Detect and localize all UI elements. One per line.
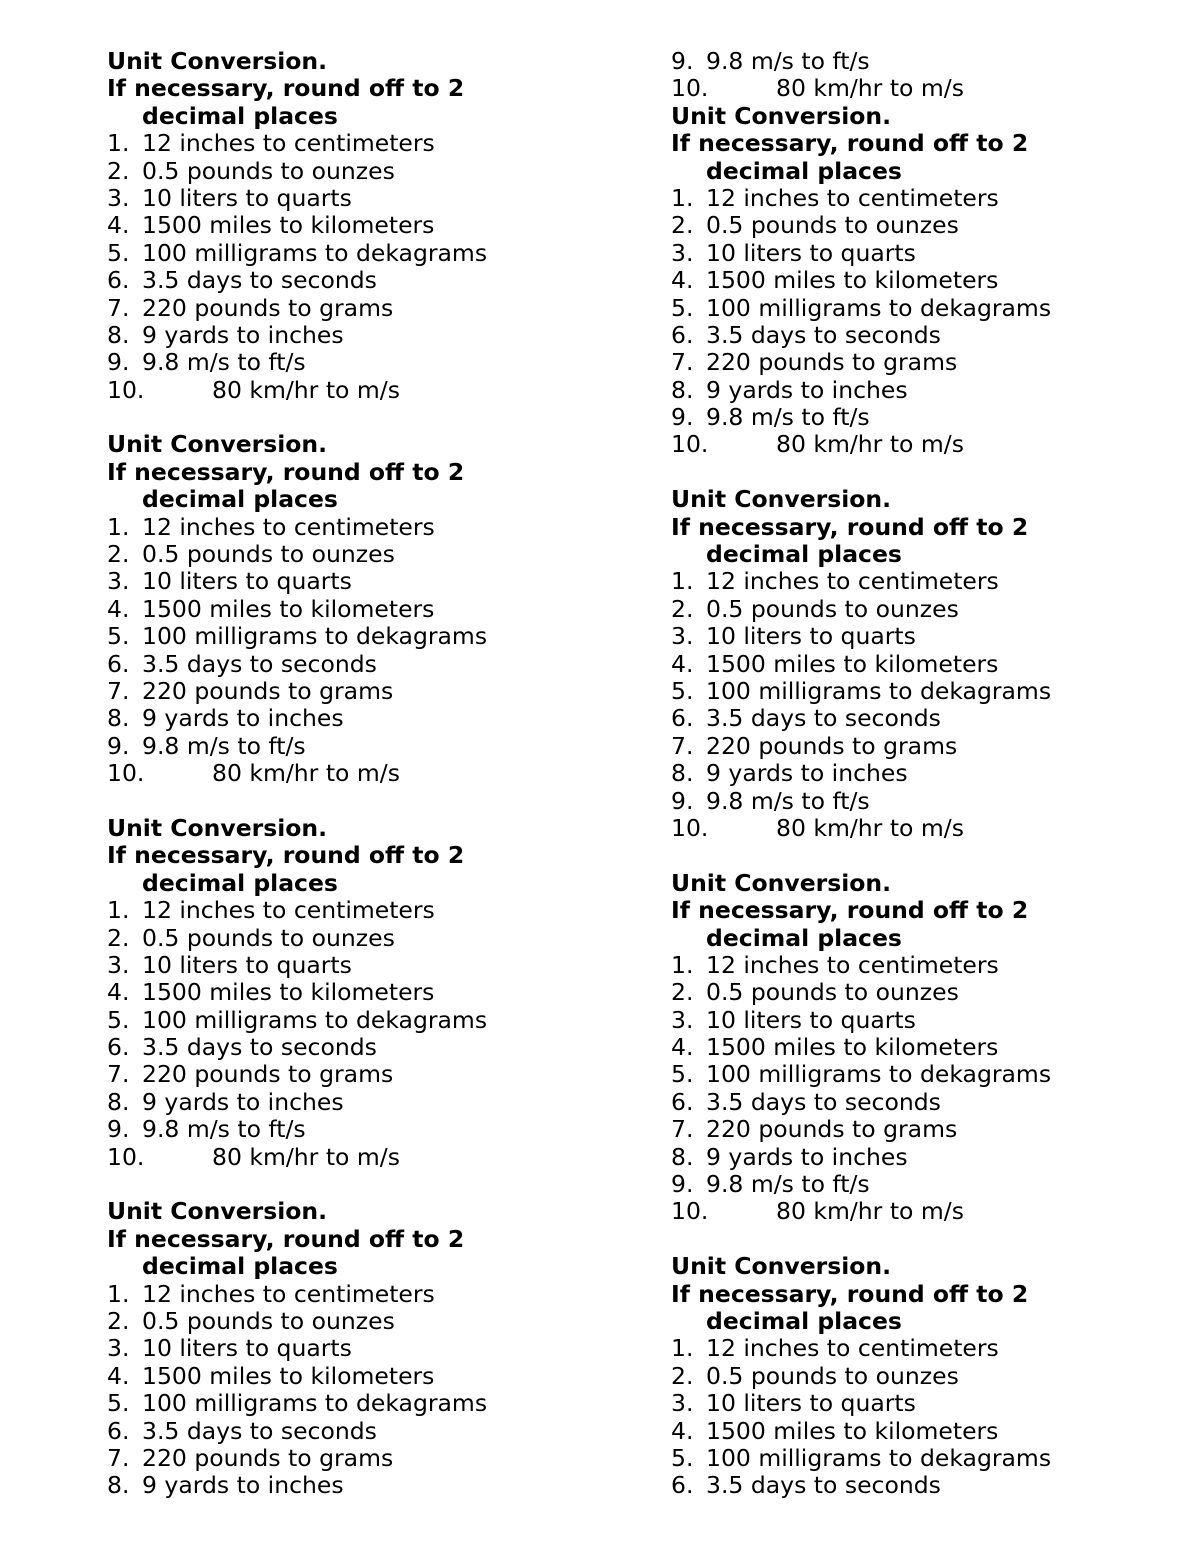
problem-number: 9. <box>107 731 130 760</box>
worksheet-title: Unit Conversion. <box>107 47 328 75</box>
problem-number: 6. <box>671 320 694 349</box>
problem-text: 9.8 m/s to ft/s <box>142 1115 306 1144</box>
problem-text: 10 liters to quarts <box>706 622 916 651</box>
problem-item <box>107 349 607 376</box>
problem-text: 12 inches to centimeters <box>706 567 999 596</box>
problem-number: 8. <box>671 759 694 788</box>
problem-number: 9. <box>107 348 130 377</box>
worksheet-instruction-cont: decimal places <box>706 923 902 952</box>
problem-item <box>107 1308 607 1335</box>
problem-item <box>671 733 1171 760</box>
problem-text: 3.5 days to seconds <box>706 1471 941 1500</box>
problem-text: 220 pounds to grams <box>706 348 958 377</box>
problem-item <box>671 48 1171 75</box>
problem-number: 3. <box>671 622 694 651</box>
problem-text: 100 milligrams to dekagrams <box>142 238 488 267</box>
problem-text: 3.5 days to seconds <box>142 1033 377 1062</box>
problem-number: 9. <box>107 1115 130 1144</box>
problem-item <box>107 322 607 349</box>
problem-text: 1500 miles to kilometers <box>706 266 999 295</box>
problem-text: 220 pounds to grams <box>706 1115 958 1144</box>
problem-text: 3.5 days to seconds <box>706 704 941 733</box>
problem-item <box>671 705 1171 732</box>
problem-number: 10. <box>671 430 709 459</box>
problem-text: 80 km/hr to m/s <box>776 430 964 459</box>
problem-item <box>107 1335 607 1362</box>
problem-number: 8. <box>671 375 694 404</box>
problem-number: 2. <box>671 1361 694 1390</box>
problem-item <box>671 1061 1171 1088</box>
problem-item <box>107 979 607 1006</box>
problem-item <box>107 1034 607 1061</box>
problem-number: 9. <box>671 47 694 75</box>
problem-number: 6. <box>107 649 130 678</box>
problem-text: 0.5 pounds to ounzes <box>706 594 959 623</box>
problem-number: 2. <box>107 156 130 185</box>
problem-item <box>671 267 1171 294</box>
problem-text: 100 milligrams to dekagrams <box>706 676 1052 705</box>
problem-number: 1. <box>107 129 130 158</box>
problem-text: 9 yards to inches <box>706 759 908 788</box>
problem-text: 12 inches to centimeters <box>706 183 999 212</box>
problem-item <box>671 1171 1171 1198</box>
problem-text: 10 liters to quarts <box>706 1389 916 1418</box>
problem-text: 1500 miles to kilometers <box>142 1361 435 1390</box>
problem-text: 100 milligrams to dekagrams <box>706 293 1052 322</box>
left-column <box>107 48 607 1500</box>
problem-number: 2. <box>671 978 694 1007</box>
problem-text: 80 km/hr to m/s <box>776 813 964 842</box>
problem-text: 100 milligrams to dekagrams <box>706 1443 1052 1472</box>
problem-text: 0.5 pounds to ounzes <box>142 1306 395 1335</box>
problem-item <box>107 185 607 212</box>
problem-item <box>107 1089 607 1116</box>
problem-text: 0.5 pounds to ounzes <box>706 978 959 1007</box>
problem-number: 1. <box>107 1279 130 1308</box>
problem-item <box>107 1363 607 1390</box>
problem-text: 12 inches to centimeters <box>706 950 999 979</box>
problem-number: 6. <box>107 1416 130 1445</box>
problem-number: 4. <box>107 594 130 623</box>
problem-item <box>671 678 1171 705</box>
blank-line <box>107 1171 607 1198</box>
worksheet-title: Unit Conversion. <box>107 813 328 842</box>
problem-item <box>107 212 607 239</box>
problem-text: 3.5 days to seconds <box>706 1087 941 1116</box>
problem-number: 5. <box>671 1443 694 1472</box>
problem-item <box>671 404 1171 431</box>
worksheet-title: Unit Conversion. <box>671 868 892 897</box>
problem-item <box>107 1472 607 1499</box>
problem-number: 2. <box>671 211 694 240</box>
problem-item <box>107 1061 607 1088</box>
problem-number: 6. <box>671 1471 694 1500</box>
problem-number: 4. <box>107 978 130 1007</box>
problem-text: 1500 miles to kilometers <box>142 211 435 240</box>
problem-number: 8. <box>107 1087 130 1116</box>
problem-number: 5. <box>107 622 130 651</box>
worksheet-title: Unit Conversion. <box>671 101 892 130</box>
problem-item <box>671 596 1171 623</box>
problem-text: 9.8 m/s to ft/s <box>706 403 870 432</box>
problem-number: 2. <box>107 923 130 952</box>
worksheet-instruction-cont: decimal places <box>706 540 902 569</box>
problem-number: 9. <box>671 403 694 432</box>
problem-item <box>107 705 607 732</box>
problem-item <box>107 733 607 760</box>
problem-text: 9.8 m/s to ft/s <box>142 731 306 760</box>
problem-number: 3. <box>671 1389 694 1418</box>
problem-text: 10 liters to quarts <box>706 1005 916 1034</box>
problem-text: 3.5 days to seconds <box>706 320 941 349</box>
problem-number: 3. <box>107 950 130 979</box>
problem-number: 1. <box>671 1334 694 1363</box>
problem-item <box>671 212 1171 239</box>
problem-number: 1. <box>107 512 130 541</box>
problem-item <box>671 1390 1171 1417</box>
worksheet-instruction-cont: decimal places <box>706 1306 902 1335</box>
problem-number: 8. <box>107 320 130 349</box>
problem-text: 3.5 days to seconds <box>142 1416 377 1445</box>
worksheet-title: Unit Conversion. <box>671 1252 892 1281</box>
problem-number: 6. <box>107 266 130 295</box>
problem-text: 1500 miles to kilometers <box>142 594 435 623</box>
problem-number: 10. <box>671 813 709 842</box>
problem-text: 10 liters to quarts <box>706 238 916 267</box>
problem-number: 7. <box>671 1115 694 1144</box>
problem-text: 9 yards to inches <box>706 375 908 404</box>
problem-number: 7. <box>107 1060 130 1089</box>
problem-text: 100 milligrams to dekagrams <box>142 1389 488 1418</box>
problem-text: 10 liters to quarts <box>142 567 352 596</box>
problem-item <box>671 952 1171 979</box>
worksheet-instruction: If necessary, round off to 2 <box>671 512 1029 541</box>
problem-item <box>107 1445 607 1472</box>
problem-item <box>671 1335 1171 1362</box>
problem-text: 0.5 pounds to ounzes <box>706 1361 959 1390</box>
problem-text: 0.5 pounds to ounzes <box>706 211 959 240</box>
problem-item <box>107 568 607 595</box>
problem-text: 9 yards to inches <box>706 1142 908 1171</box>
blank-line <box>671 842 1171 869</box>
problem-number: 5. <box>671 1060 694 1089</box>
problem-number: 9. <box>671 786 694 815</box>
problem-number: 5. <box>671 293 694 322</box>
problem-item <box>107 897 607 924</box>
worksheet-instruction: If necessary, round off to 2 <box>107 1224 465 1253</box>
problem-text: 100 milligrams to dekagrams <box>142 1005 488 1034</box>
worksheet-instruction: If necessary, round off to 2 <box>671 129 1029 158</box>
right-column <box>671 48 1171 1500</box>
problem-item <box>671 1363 1171 1390</box>
problem-number: 8. <box>107 1471 130 1500</box>
problem-number: 10. <box>671 74 709 103</box>
problem-text: 10 liters to quarts <box>142 950 352 979</box>
problem-text: 10 liters to quarts <box>142 1334 352 1363</box>
problem-text: 9.8 m/s to ft/s <box>706 786 870 815</box>
problem-item <box>671 623 1171 650</box>
problem-item <box>107 925 607 952</box>
problem-text: 0.5 pounds to ounzes <box>142 923 395 952</box>
problem-item <box>107 1418 607 1445</box>
problem-text: 100 milligrams to dekagrams <box>706 1060 1052 1089</box>
problem-item <box>671 1007 1171 1034</box>
problem-number: 8. <box>107 704 130 733</box>
problem-text: 100 milligrams to dekagrams <box>142 622 488 651</box>
problem-item <box>671 760 1171 787</box>
problem-item <box>671 651 1171 678</box>
problem-number: 1. <box>671 950 694 979</box>
problem-item <box>671 295 1171 322</box>
problem-number: 6. <box>671 704 694 733</box>
problem-text: 10 liters to quarts <box>142 183 352 212</box>
worksheet-instruction-cont: decimal places <box>706 156 902 185</box>
problem-number: 7. <box>671 731 694 760</box>
worksheet-instruction-cont: decimal places <box>142 101 338 130</box>
problem-text: 220 pounds to grams <box>142 1060 394 1089</box>
problem-number: 7. <box>107 1443 130 1472</box>
problem-text: 9 yards to inches <box>142 704 344 733</box>
worksheet-title: Unit Conversion. <box>107 430 328 459</box>
problem-item <box>671 1418 1171 1445</box>
problem-number: 4. <box>671 1416 694 1445</box>
problem-number: 3. <box>107 567 130 596</box>
problem-item <box>107 541 607 568</box>
problem-item <box>107 952 607 979</box>
problem-item <box>107 240 607 267</box>
problem-text: 80 km/hr to m/s <box>776 1197 964 1226</box>
problem-text: 1500 miles to kilometers <box>142 978 435 1007</box>
problem-number: 8. <box>671 1142 694 1171</box>
problem-text: 9 yards to inches <box>142 1087 344 1116</box>
problem-item <box>671 1445 1171 1472</box>
problem-item <box>671 1198 1171 1225</box>
problem-number: 4. <box>671 649 694 678</box>
problem-text: 0.5 pounds to ounzes <box>142 540 395 569</box>
problem-item <box>671 1144 1171 1171</box>
problem-number: 1. <box>107 896 130 925</box>
problem-item <box>107 760 607 787</box>
problem-item <box>107 651 607 678</box>
blank-line <box>107 788 607 815</box>
problem-number: 10. <box>107 375 145 404</box>
problem-item <box>671 788 1171 815</box>
problem-number: 7. <box>671 348 694 377</box>
problem-text: 80 km/hr to m/s <box>776 74 964 103</box>
problem-text: 9.8 m/s to ft/s <box>706 47 870 75</box>
worksheet-instruction-cont: decimal places <box>142 868 338 897</box>
problem-text: 220 pounds to grams <box>142 676 394 705</box>
problem-number: 5. <box>671 676 694 705</box>
problem-item <box>671 1472 1171 1499</box>
problem-text: 220 pounds to grams <box>142 1443 394 1472</box>
problem-text: 9 yards to inches <box>142 320 344 349</box>
worksheet-instruction: If necessary, round off to 2 <box>107 74 465 103</box>
problem-number: 10. <box>671 1197 709 1226</box>
problem-text: 80 km/hr to m/s <box>212 759 400 788</box>
problem-item <box>671 1116 1171 1143</box>
worksheet-instruction-cont: decimal places <box>142 1252 338 1281</box>
problem-number: 3. <box>107 1334 130 1363</box>
problem-item <box>107 1390 607 1417</box>
problem-number: 2. <box>107 540 130 569</box>
problem-number: 5. <box>107 1005 130 1034</box>
problem-item <box>671 377 1171 404</box>
worksheet-title: Unit Conversion. <box>671 485 892 514</box>
problem-number: 10. <box>107 759 145 788</box>
problem-item <box>671 431 1171 458</box>
problem-text: 12 inches to centimeters <box>142 512 435 541</box>
problem-item <box>107 377 607 404</box>
problem-item <box>107 130 607 157</box>
problem-item <box>671 322 1171 349</box>
problem-number: 2. <box>671 594 694 623</box>
problem-number: 6. <box>671 1087 694 1116</box>
problem-item <box>671 185 1171 212</box>
problem-item <box>107 1116 607 1143</box>
problem-number: 3. <box>671 1005 694 1034</box>
problem-number: 10. <box>107 1142 145 1171</box>
problem-text: 12 inches to centimeters <box>706 1334 999 1363</box>
problem-number: 3. <box>107 183 130 212</box>
problem-number: 1. <box>671 183 694 212</box>
blank-line <box>671 459 1171 486</box>
worksheet-instruction: If necessary, round off to 2 <box>671 1279 1029 1308</box>
problem-item <box>671 240 1171 267</box>
problem-item <box>671 568 1171 595</box>
problem-item <box>671 1034 1171 1061</box>
problem-text: 80 km/hr to m/s <box>212 375 400 404</box>
problem-number: 4. <box>671 266 694 295</box>
problem-number: 5. <box>107 238 130 267</box>
problem-text: 0.5 pounds to ounzes <box>142 156 395 185</box>
problem-item <box>107 267 607 294</box>
problem-text: 220 pounds to grams <box>706 731 958 760</box>
problem-number: 3. <box>671 238 694 267</box>
problem-number: 4. <box>671 1033 694 1062</box>
problem-item <box>671 349 1171 376</box>
problem-item <box>671 979 1171 1006</box>
problem-item <box>107 514 607 541</box>
problem-text: 12 inches to centimeters <box>142 1279 435 1308</box>
problem-item <box>671 1089 1171 1116</box>
problem-number: 9. <box>671 1170 694 1199</box>
problem-item <box>107 1144 607 1171</box>
problem-item <box>107 678 607 705</box>
problem-number: 1. <box>671 567 694 596</box>
problem-number: 4. <box>107 211 130 240</box>
worksheet-title: Unit Conversion. <box>107 1197 328 1226</box>
problem-item <box>107 295 607 322</box>
problem-number: 5. <box>107 1389 130 1418</box>
problem-text: 3.5 days to seconds <box>142 649 377 678</box>
problem-text: 9.8 m/s to ft/s <box>706 1170 870 1199</box>
problem-item <box>671 75 1171 102</box>
problem-number: 6. <box>107 1033 130 1062</box>
problem-text: 80 km/hr to m/s <box>212 1142 400 1171</box>
blank-line <box>671 1226 1171 1253</box>
worksheet-instruction: If necessary, round off to 2 <box>107 457 465 486</box>
problem-text: 9 yards to inches <box>142 1471 344 1500</box>
worksheet-instruction: If necessary, round off to 2 <box>107 841 465 870</box>
problem-text: 1500 miles to kilometers <box>706 1033 999 1062</box>
blank-line <box>107 404 607 431</box>
problem-text: 3.5 days to seconds <box>142 266 377 295</box>
problem-text: 1500 miles to kilometers <box>706 649 999 678</box>
problem-number: 7. <box>107 676 130 705</box>
problem-text: 12 inches to centimeters <box>142 896 435 925</box>
problem-text: 1500 miles to kilometers <box>706 1416 999 1445</box>
worksheet-instruction-cont: decimal places <box>142 485 338 514</box>
problem-text: 220 pounds to grams <box>142 293 394 322</box>
problem-item <box>107 1007 607 1034</box>
worksheet-instruction: If necessary, round off to 2 <box>671 896 1029 925</box>
problem-item <box>671 815 1171 842</box>
problem-item <box>107 158 607 185</box>
problem-text: 12 inches to centimeters <box>142 129 435 158</box>
problem-number: 2. <box>107 1306 130 1335</box>
problem-item <box>107 623 607 650</box>
problem-item <box>107 1281 607 1308</box>
problem-number: 7. <box>107 293 130 322</box>
problem-item <box>107 596 607 623</box>
problem-number: 4. <box>107 1361 130 1390</box>
problem-text: 9.8 m/s to ft/s <box>142 348 306 377</box>
